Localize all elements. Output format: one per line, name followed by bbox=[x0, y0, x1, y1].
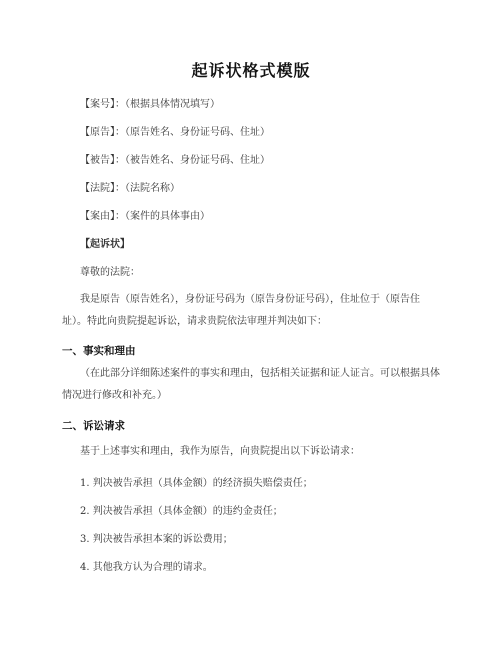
claim-item: 3. 判决被告承担本案的诉讼费用； bbox=[80, 534, 233, 545]
field-value: ：（法院名称） bbox=[115, 183, 180, 194]
field-plaintiff bbox=[80, 126, 270, 140]
field-label: 【法院】 bbox=[80, 183, 115, 194]
salutation: 尊敬的法院： bbox=[80, 267, 140, 278]
field-label: 【被告】 bbox=[80, 155, 115, 166]
field-value: ：（被告姓名、身份证号码、住址） bbox=[115, 155, 270, 166]
heading-claims: 二、诉讼请求 bbox=[62, 420, 125, 432]
field-case-number bbox=[80, 98, 220, 112]
section-label-complaint: 【起诉状】 bbox=[80, 239, 130, 250]
field-defendant bbox=[80, 154, 270, 168]
claim-item: 2. 判决被告承担（具体金额）的违约金责任； bbox=[80, 506, 283, 517]
field-label: 【案号】 bbox=[80, 99, 115, 110]
field-court bbox=[80, 182, 180, 196]
field-value: ：（根据具体情况填写） bbox=[115, 99, 220, 110]
claims-intro: 基于上述事实和理由，我作为原告，向贵院提出以下诉讼请求： bbox=[80, 446, 360, 457]
field-cause bbox=[80, 210, 210, 224]
heading-facts: 一、事实和理由 bbox=[62, 345, 136, 357]
claim-item: 1. 判决被告承担（具体金额）的经济损失赔偿责任； bbox=[80, 478, 313, 489]
field-value: ：（原告姓名、身份证号码、住址） bbox=[115, 127, 270, 138]
field-label: 【原告】 bbox=[80, 127, 115, 138]
document-title: 起诉状格式模版 bbox=[191, 61, 311, 80]
field-value: ：（案件的具体事由） bbox=[115, 211, 210, 222]
intro-paragraph: 我是原告（原告姓名），身份证号码为（原告身份证号码），住址位于（原告住址）。特此向贵院提起诉讼，请求贵院依法审理并判决如下： bbox=[62, 294, 420, 327]
claim-item: 4. 其他我方认为合理的请求。 bbox=[80, 562, 213, 573]
field-label: 【案由】 bbox=[80, 211, 115, 222]
facts-paragraph: （在此部分详细陈述案件的事实和理由，包括相关证据和证人证言。可以根据具体情况进行修改和补充。） bbox=[62, 368, 440, 401]
